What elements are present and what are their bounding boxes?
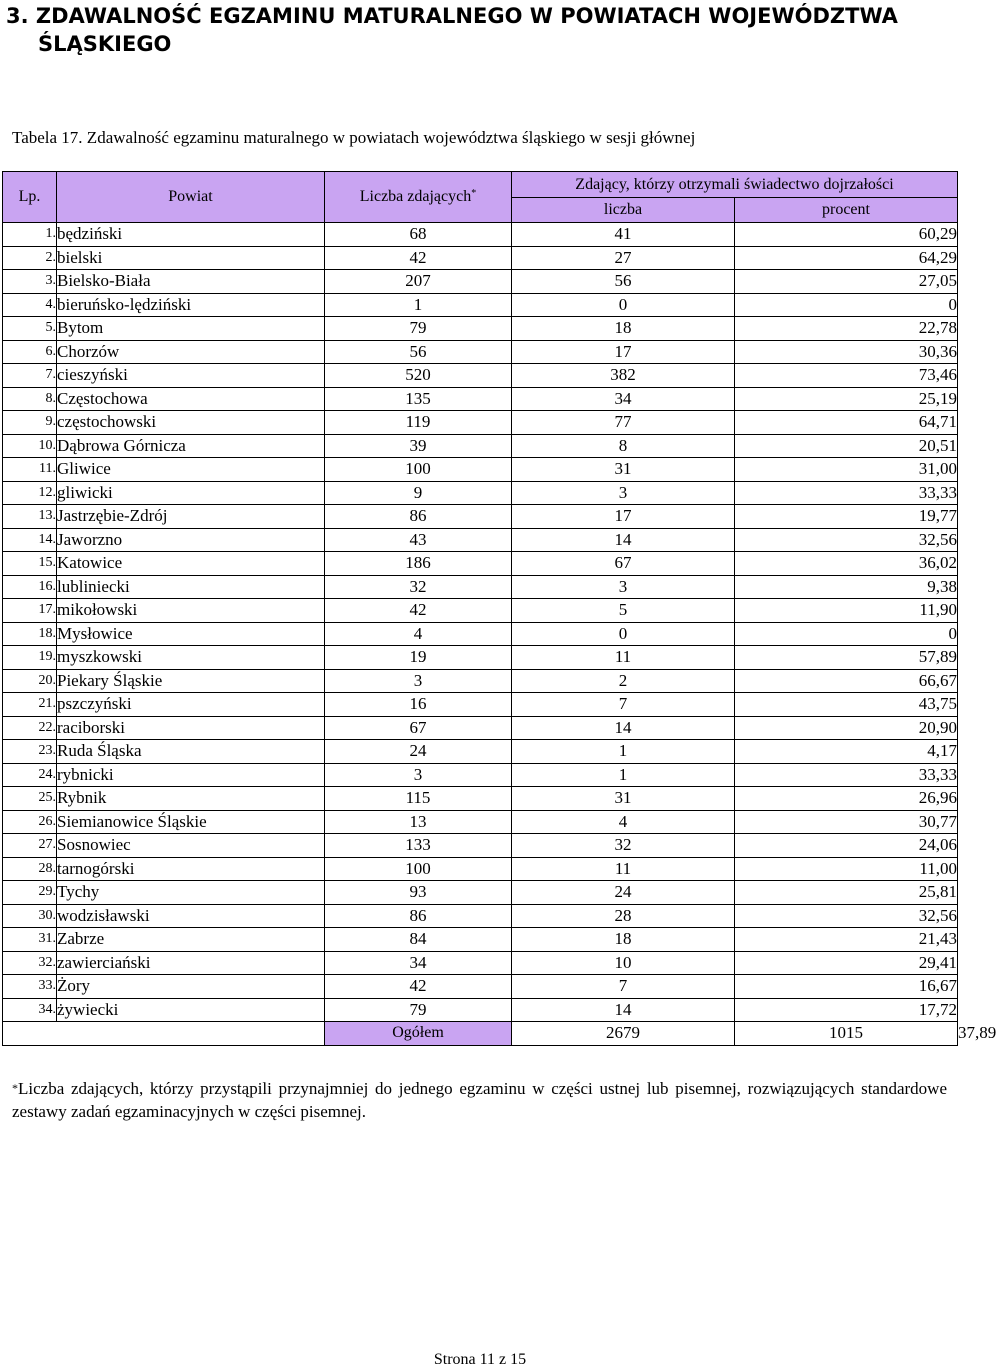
row-percent: 17,72 [735,998,958,1022]
row-percent: 32,56 [735,528,958,552]
row-percent: 66,67 [735,669,958,693]
row-passed: 17 [512,340,735,364]
table-row [3,317,958,341]
row-passed: 18 [512,928,735,952]
row-powiat: Częstochowa [57,387,325,411]
row-percent: 30,77 [735,810,958,834]
row-passed: 67 [512,552,735,576]
row-lp: 13. [3,505,57,529]
row-powiat: bielski [57,246,325,270]
row-count: 100 [325,458,512,482]
row-powiat: Ruda Śląska [57,740,325,764]
table-row [3,246,958,270]
table-row [3,270,958,294]
table-row [3,458,958,482]
row-lp: 1. [3,223,57,247]
row-count: 119 [325,411,512,435]
table-row [3,787,958,811]
row-percent: 33,33 [735,763,958,787]
row-powiat: Tychy [57,881,325,905]
total-row: Ogółem 2679 1015 37,89 [3,1022,958,1046]
row-percent: 64,71 [735,411,958,435]
header-liczba: liczba [512,198,735,223]
row-lp: 30. [3,904,57,928]
row-passed: 3 [512,575,735,599]
row-passed: 8 [512,434,735,458]
row-powiat: Katowice [57,552,325,576]
table-row [3,622,958,646]
row-count: 24 [325,740,512,764]
header-liczba-zdajacych [325,172,512,223]
row-powiat: Mysłowice [57,622,325,646]
row-count: 32 [325,575,512,599]
table-row [3,951,958,975]
row-lp: 33. [3,975,57,999]
row-percent: 57,89 [735,646,958,670]
row-powiat: mikołowski [57,599,325,623]
row-lp: 4. [3,293,57,317]
row-passed: 32 [512,834,735,858]
row-passed: 41 [512,223,735,247]
row-passed: 18 [512,317,735,341]
row-count: 13 [325,810,512,834]
row-passed: 0 [512,622,735,646]
row-powiat: Sosnowiec [57,834,325,858]
row-lp: 20. [3,669,57,693]
row-percent: 32,56 [735,904,958,928]
row-percent: 31,00 [735,458,958,482]
table-row [3,364,958,388]
row-lp: 29. [3,881,57,905]
table-row [3,975,958,999]
row-passed: 77 [512,411,735,435]
row-lp: 32. [3,951,57,975]
row-percent: 22,78 [735,317,958,341]
table-row [3,646,958,670]
row-count: 42 [325,975,512,999]
row-percent: 21,43 [735,928,958,952]
row-count: 43 [325,528,512,552]
table-caption: Tabela 17. Zdawalność egzaminu maturalnego w powiatach województwa śląskiego w sesji głównej [12,128,696,147]
row-count: 1 [325,293,512,317]
row-count: 3 [325,763,512,787]
row-lp: 17. [3,599,57,623]
table-row [3,693,958,717]
row-powiat: Dąbrowa Górnicza [57,434,325,458]
row-percent: 26,96 [735,787,958,811]
row-percent: 16,67 [735,975,958,999]
row-percent: 73,46 [735,364,958,388]
row-powiat: cieszyński [57,364,325,388]
row-percent: 0 [735,622,958,646]
row-lp: 22. [3,716,57,740]
row-passed: 3 [512,481,735,505]
row-passed: 11 [512,857,735,881]
row-percent: 9,38 [735,575,958,599]
row-powiat: Jaworzno [57,528,325,552]
total-blank [3,1022,325,1046]
section-heading-line2: ŚLĄSKIEGO [38,32,172,56]
row-percent: 36,02 [735,552,958,576]
row-count: 4 [325,622,512,646]
row-lp: 14. [3,528,57,552]
footnote-text: Liczba zdających, którzy przystąpili przynajmniej do jednego egzaminu w części ustnej lub pisemnej, rozwiązujących standardowe zestawy zadań egzaminacyjnych w części pisemnej. [12,1079,947,1121]
row-lp: 15. [3,552,57,576]
row-passed: 4 [512,810,735,834]
row-powiat: bieruńsko-lędziński [57,293,325,317]
row-percent: 25,81 [735,881,958,905]
row-powiat: raciborski [57,716,325,740]
row-lp: 34. [3,998,57,1022]
row-powiat: tarnogórski [57,857,325,881]
row-percent: 27,05 [735,270,958,294]
row-count: 100 [325,857,512,881]
row-lp: 27. [3,834,57,858]
row-count: 9 [325,481,512,505]
row-count: 520 [325,364,512,388]
row-lp: 31. [3,928,57,952]
results-table [2,171,996,1046]
row-powiat: Gliwice [57,458,325,482]
row-powiat: wodzisławski [57,904,325,928]
row-lp: 19. [3,646,57,670]
row-passed: 31 [512,787,735,811]
row-count: 16 [325,693,512,717]
row-count: 3 [325,669,512,693]
row-count: 135 [325,387,512,411]
row-count: 68 [325,223,512,247]
section-heading-line1: 3. ZDAWALNOŚĆ EGZAMINU MATURALNEGO W POWIATACH WOJEWÓDZTWA [6,4,898,28]
header-liczba-zdajacych-label: Liczba zdających [359,188,472,205]
table-body [3,223,958,1022]
row-passed: 34 [512,387,735,411]
row-count: 186 [325,552,512,576]
row-passed: 56 [512,270,735,294]
total-count: 2679 [512,1022,735,1046]
table-row [3,528,958,552]
row-count: 67 [325,716,512,740]
row-powiat: zawierciański [57,951,325,975]
row-lp: 8. [3,387,57,411]
row-percent: 30,36 [735,340,958,364]
row-powiat: Żory [57,975,325,999]
row-percent: 20,51 [735,434,958,458]
row-passed: 14 [512,998,735,1022]
row-powiat: będziński [57,223,325,247]
table-row [3,505,958,529]
row-passed: 2 [512,669,735,693]
page-number: Strona 11 z 15 [433,1351,527,1368]
table-row [3,575,958,599]
row-percent: 29,41 [735,951,958,975]
table-row [3,387,958,411]
row-percent: 64,29 [735,246,958,270]
row-lp: 7. [3,364,57,388]
table-row [3,552,958,576]
row-powiat: Chorzów [57,340,325,364]
table-row [3,340,958,364]
row-powiat: Rybnik [57,787,325,811]
row-percent: 43,75 [735,693,958,717]
row-passed: 10 [512,951,735,975]
row-percent: 60,29 [735,223,958,247]
row-lp: 9. [3,411,57,435]
table-row [3,998,958,1022]
row-count: 84 [325,928,512,952]
row-powiat: Jastrzębie-Zdrój [57,505,325,529]
row-lp: 21. [3,693,57,717]
table-row [3,740,958,764]
row-passed: 7 [512,693,735,717]
row-passed: 0 [512,293,735,317]
row-passed: 24 [512,881,735,905]
table-row [3,434,958,458]
row-count: 207 [325,270,512,294]
row-passed: 14 [512,528,735,552]
row-powiat: Zabrze [57,928,325,952]
row-passed: 14 [512,716,735,740]
row-percent: 11,00 [735,857,958,881]
table-row [3,293,958,317]
header-lp: Lp. [3,172,57,223]
row-passed: 27 [512,246,735,270]
row-powiat: Bielsko-Biała [57,270,325,294]
row-powiat: Siemianowice Śląskie [57,810,325,834]
row-lp: 25. [3,787,57,811]
row-lp: 18. [3,622,57,646]
row-lp: 26. [3,810,57,834]
row-lp: 24. [3,763,57,787]
row-count: 79 [325,998,512,1022]
table-row [3,881,958,905]
table-row [3,810,958,834]
table-row [3,716,958,740]
row-powiat: myszkowski [57,646,325,670]
table-row [3,411,958,435]
table-row [3,928,958,952]
row-count: 56 [325,340,512,364]
row-percent: 0 [735,293,958,317]
row-lp: 23. [3,740,57,764]
row-passed: 28 [512,904,735,928]
table-row [3,763,958,787]
row-count: 93 [325,881,512,905]
header-group: Zdający, którzy otrzymali świadectwo dojrzałości [512,172,958,198]
row-powiat: pszczyński [57,693,325,717]
row-lp: 2. [3,246,57,270]
table-row [3,599,958,623]
row-percent: 11,90 [735,599,958,623]
row-passed: 31 [512,458,735,482]
row-passed: 1 [512,740,735,764]
row-lp: 3. [3,270,57,294]
row-passed: 7 [512,975,735,999]
row-count: 115 [325,787,512,811]
row-powiat: lubliniecki [57,575,325,599]
row-passed: 11 [512,646,735,670]
row-count: 34 [325,951,512,975]
total-passed: 1015 [735,1022,958,1046]
row-percent: 20,90 [735,716,958,740]
row-lp: 5. [3,317,57,341]
table-row [3,904,958,928]
row-count: 42 [325,246,512,270]
row-count: 19 [325,646,512,670]
footnote-marker: * [471,188,477,199]
table-row [3,223,958,247]
row-lp: 6. [3,340,57,364]
row-passed: 17 [512,505,735,529]
row-count: 79 [325,317,512,341]
table-row [3,669,958,693]
row-percent: 24,06 [735,834,958,858]
row-count: 42 [325,599,512,623]
row-lp: 16. [3,575,57,599]
table-row [3,834,958,858]
footnote-mark: * [12,1081,18,1095]
row-count: 39 [325,434,512,458]
row-powiat: Piekary Śląskie [57,669,325,693]
row-passed: 382 [512,364,735,388]
header-powiat: Powiat [57,172,325,223]
row-powiat: rybnicki [57,763,325,787]
total-label: Ogółem [325,1022,512,1046]
table-row [3,481,958,505]
row-count: 133 [325,834,512,858]
row-count: 86 [325,505,512,529]
section-heading [6,2,946,58]
row-lp: 28. [3,857,57,881]
table-row [3,857,958,881]
row-count: 86 [325,904,512,928]
row-powiat: żywiecki [57,998,325,1022]
row-percent: 19,77 [735,505,958,529]
row-powiat: częstochowski [57,411,325,435]
header-procent: procent [735,198,958,223]
row-percent: 4,17 [735,740,958,764]
row-passed: 5 [512,599,735,623]
row-lp: 10. [3,434,57,458]
row-lp: 11. [3,458,57,482]
row-passed: 1 [512,763,735,787]
row-percent: 33,33 [735,481,958,505]
row-powiat: Bytom [57,317,325,341]
row-percent: 25,19 [735,387,958,411]
row-powiat: gliwicki [57,481,325,505]
footnote [12,1077,947,1123]
row-lp: 12. [3,481,57,505]
